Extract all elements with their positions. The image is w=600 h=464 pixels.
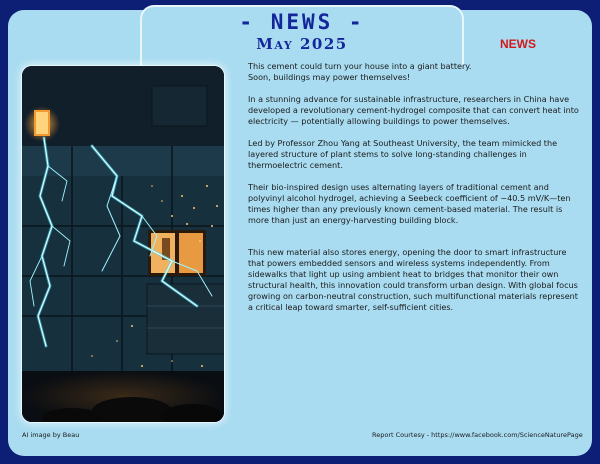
article-paragraph: In a stunning advance for sustainable infrastructure, researchers in China have developed a revolutionary cement-hydrogel composite that can convert heat into electricity — potentially allowing buildings to power themselves.: [248, 94, 579, 126]
article-paragraph: This new material also stores energy, opening the door to smart infrastructure that powers embedded sensors and wireless systems independently. From sidewalks that light up using ambient heat to bridges that monitor their own structural health, this innovation could transform urban design. With global focus growing on carbon-neutral construction, such multifunctional materials represent a critical leap toward smarter, self-sufficient cities.: [248, 247, 578, 312]
lightning-building-icon: [22, 66, 224, 422]
image-credit: AI image by Beau: [22, 431, 80, 439]
lightning-building-image: [22, 66, 224, 422]
page-title: - NEWS -: [239, 10, 365, 34]
article-intro: [248, 61, 580, 83]
article-body: [248, 61, 580, 324]
intro-headline: This cement could turn your house into a giant battery.: [248, 61, 472, 71]
intro-subline: Soon, buildings may power themselves!: [248, 72, 411, 82]
issue-date: May 2025: [256, 35, 348, 53]
report-credit: Report Courtesy - https://www.facebook.com/ScienceNaturePage: [372, 431, 583, 439]
article-paragraph: Led by Professor Zhou Yang at Southeast University, the team mimicked the layered structure of plant stems to solve long-standing challenges in thermoelectric cement.: [248, 138, 558, 170]
news-badge: NEWS: [500, 37, 536, 51]
article-paragraph: Their bio-inspired design uses alternating layers of traditional cement and polyvinyl alcohol hydrogel, achieving a Seebeck coefficient of −40.5 mV/K—ten times higher than any previously known cement-based material. The result is more than just an energy-harvesting building block.: [248, 182, 571, 225]
